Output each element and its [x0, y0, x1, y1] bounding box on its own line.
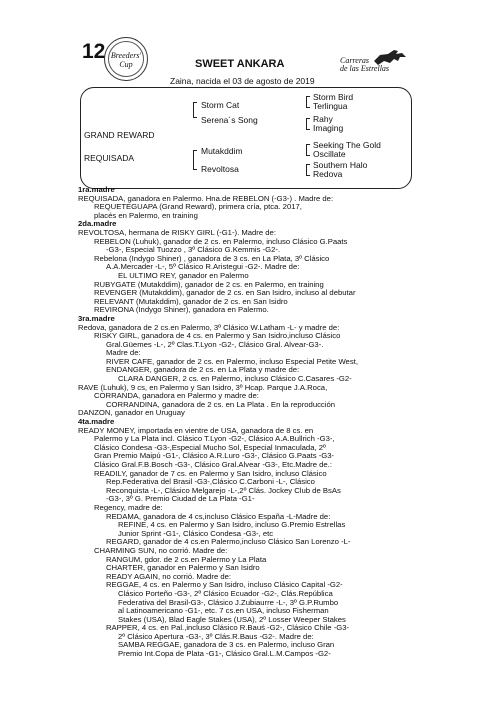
produce-line: REVENGER (Mutakddim), ganador de 2 cs. en San Isidro, incluso al debutar: [94, 288, 356, 298]
pedigree-sire-sire: Storm Cat: [201, 100, 240, 110]
produce-line: Clásico Condesa -G3-,Especial Mucho Sol, Especial Inmaculada, 2º: [94, 442, 326, 452]
produce-line: Redova, ganadora de 2 cs.en Palermo, 3º Clásico W.Latham -L- y madre de:: [78, 322, 340, 332]
produce-record: [78, 186, 423, 659]
produce-line: REFINE, 4 cs. en Palermo y San Isidro, incluso G.Premio Estrellas: [118, 520, 346, 530]
bracket: [306, 144, 310, 156]
produce-line: REGGAE, 4 cs. en Palermo y San Isidro, incluso Clásico Capital -G2-: [106, 580, 343, 590]
pedigree-g3: Oscillate: [313, 149, 346, 159]
produce-line: RAVE (Luhuk), 9 cs, en Palermo y San Isidro, 3º Hcap. Parque J.A.Roca,: [78, 382, 328, 392]
produce-line: READILY, ganador de 7 cs. en Palermo y San Isidro, incluso Clásico: [94, 468, 327, 478]
produce-line: REBELON (Luhuk), ganador de 2 cs. en Palermo, incluso Clásico G.Paats: [94, 236, 348, 246]
pedigree-dam: REQUISADA: [84, 153, 135, 163]
produce-line: Clásico Porteño -G3-, 2º Clásico Ecuador -G2-, Clás.República: [118, 588, 333, 598]
dam-generation-heading: 3ra.madre: [78, 313, 115, 323]
pedigree-g3: Redova: [313, 169, 343, 179]
pedigree-g3: Seeking The Gold: [313, 140, 381, 150]
produce-line: Gran Premio Maipú -G1-, Clásico A.R.Luro -G3-, Clásico G.Paats -G3-: [94, 451, 335, 461]
lot-number: 12: [82, 40, 106, 63]
carreras-logo: [338, 45, 408, 75]
produce-line: READY MONEY, importada en vientre de USA, ganadora de 8 cs. en: [78, 425, 314, 435]
produce-line: Rep.Federativa del Brasil -G3-,Clásico C.Carboni -L-, Clásico: [106, 477, 315, 487]
produce-line: -G3-, Especial Tuozzo , 3º Clásico G.Kemmis -G2-.: [106, 245, 281, 255]
seal-text: Breeders' Cup: [110, 51, 142, 69]
produce-line: RAPPER, 4 cs. en Pal.,incluso Clásico R.Bauś -G2-, Clásico Chile -G3-: [106, 623, 350, 633]
dam-generation-heading: 1ra.madre: [78, 185, 115, 194]
produce-line: REVOLTOSA, hermana de RISKY GIRL (-G1-). Madre de:: [78, 227, 276, 237]
produce-line: A.A.Mercader -L-, 5º Clásico R.Aristegui -G2-. Madre de:: [106, 262, 300, 272]
produce-line: Madre de:: [106, 348, 141, 358]
produce-line: -G3-, 3º G. Premio Ciudad de La Plata -G1-: [106, 494, 255, 504]
produce-line: REGARD, ganador de 4 cs.en Palermo,incluso Clásico San Lorenzo -L-: [106, 537, 351, 547]
produce-line: RIVER CAFE, ganador de 2 cs. en Palermo, incluso Especial Petite West,: [106, 356, 358, 366]
produce-line: SAMBA REGGAE, ganadora de 3 cs. en Palermo, incluso Gran: [118, 640, 335, 650]
produce-line: CORRANDA, ganadora en Palermo y madre de:: [94, 391, 259, 401]
produce-line: 2º Clásico Apertura -G3-, 3º Clás.R.Baus -G2-. Madre de:: [118, 631, 314, 641]
produce-line: Rebelona (Indygo Shiner) , ganadora de 3 cs. en La Plata, 3º Clásico: [94, 253, 330, 263]
produce-line: placés en Palermo, en training: [94, 210, 198, 220]
produce-line: RANGUM, gdor. de 2 cs.en Palermo y La Plata: [106, 554, 267, 564]
bracket: [306, 96, 310, 108]
produce-line: ENDANGER, ganadora de 2 cs. en La Plata y madre de:: [106, 365, 300, 375]
produce-line: RISKY GIRL, ganadora de 4 cs. en Palermo y San Isidro,incluso Clásico: [94, 331, 341, 341]
bracket: [193, 102, 197, 118]
produce-line: CLARA DANGER, 2 cs. en Palermo, incluso Clásico C.Casares -G2-: [118, 374, 352, 384]
bracket: [306, 118, 310, 130]
produce-line: REVIRONA (Indygo Shiner), ganadora en Palermo.: [94, 305, 269, 315]
produce-line: Junior Sprint -G1-, Clásico Condesa -G3-, etc: [118, 528, 274, 538]
pedigree-sire: GRAND REWARD: [84, 130, 155, 140]
bracket: [193, 150, 197, 170]
pedigree-dam-sire: Mutakddim: [201, 146, 243, 156]
produce-line: Stakes (USA), Blad Eagle Stakes (USA), 2º Losser Weeper Stakes: [118, 614, 346, 624]
pedigree-dam-dam: Revoltosa: [201, 164, 239, 174]
produce-line: REQUETEGUAPA (Grand Reward), primera cría, ptca. 2017,: [94, 202, 302, 212]
produce-line: CORRANDINA, ganadora de 2 cs. en La Plata . En la reproducción: [106, 399, 336, 409]
pedigree-g3: Terlingua: [313, 101, 348, 111]
produce-line: RUBYGATE (Mutakddim), ganador de 2 cs. en Palermo, en training: [94, 279, 324, 289]
pedigree-sire-dam: Serena´s Song: [201, 115, 258, 125]
dam-generation-heading: 4ta.madre: [78, 417, 115, 427]
pedigree-g3: Rahy: [313, 114, 333, 124]
produce-line: EL ULTIMO REY, ganador en Palermo: [118, 270, 249, 280]
pedigree-g3: Storm Bird: [313, 92, 354, 102]
pedigree-g3: Imaging: [313, 123, 344, 133]
produce-line: Regency, madre de:: [94, 502, 163, 512]
produce-line: Premio Int.Copa de Plata -G1-, Clásico Gral.L.M.Campos -G2-: [118, 649, 331, 659]
produce-line: CHARMING SUN, no corrió. Madre de:: [94, 545, 228, 555]
breeders-cup-seal: [104, 37, 148, 81]
produce-line: READY AGAIN, no corrió. Madre de:: [106, 571, 232, 581]
pedigree-g3: Southern Halo: [313, 160, 368, 170]
produce-line: REDAMA, ganadora de 4 cs,incluso Clásico España -L-Madre de:: [106, 511, 331, 521]
bracket: [306, 164, 310, 176]
horse-name: SWEET ANKARA: [195, 58, 285, 70]
produce-line: DANZON, ganador en Uruguay: [78, 408, 185, 418]
logo-text: Carreras de las Estrellas: [340, 56, 390, 73]
produce-line: REQUISADA, ganadora en Palermo. Hna.de REBELON (-G3-) . Madre de:: [78, 193, 334, 203]
produce-line: Gral.Güemes -L-, 2º Clas.T.Lyon -G2-, Clásico Gral. Alvear-G3-.: [106, 339, 324, 349]
produce-line: RELEVANT (Mutakddim), ganador de 2 cs. en San Isidro: [94, 296, 288, 306]
birth-line: Zaina, nacida el 03 de agosto de 2019: [170, 76, 315, 86]
produce-line: Clásico Gral.F.B.Bosch -G3-, Clásico Gral.Alvear -G3-, Etc.Madre de.:: [94, 460, 332, 469]
produce-line: Palermo y La Plata incl. Clásico T.Lyon -G2-, Clásico A.A.Bullrich -G3-,: [94, 434, 335, 444]
produce-line: al Latinoamericano -G1-, etc. 7 cs.en USA, incluso Fisherman: [118, 606, 329, 616]
produce-line: Federativa del Brasil-G3-, Clásico J.Zubiaurre -L-, 3º G.P.Rumbo: [118, 597, 339, 607]
dam-generation-heading: 2da.madre: [78, 219, 117, 229]
produce-line: CHARTER, ganador en Palermo y San Isidro: [106, 563, 260, 573]
produce-line: Reconquista -L-, Clásico Melgarejo -L-,2º Clás. Jockey Club de BsAs: [106, 485, 341, 495]
jockey-icon: [372, 45, 408, 67]
